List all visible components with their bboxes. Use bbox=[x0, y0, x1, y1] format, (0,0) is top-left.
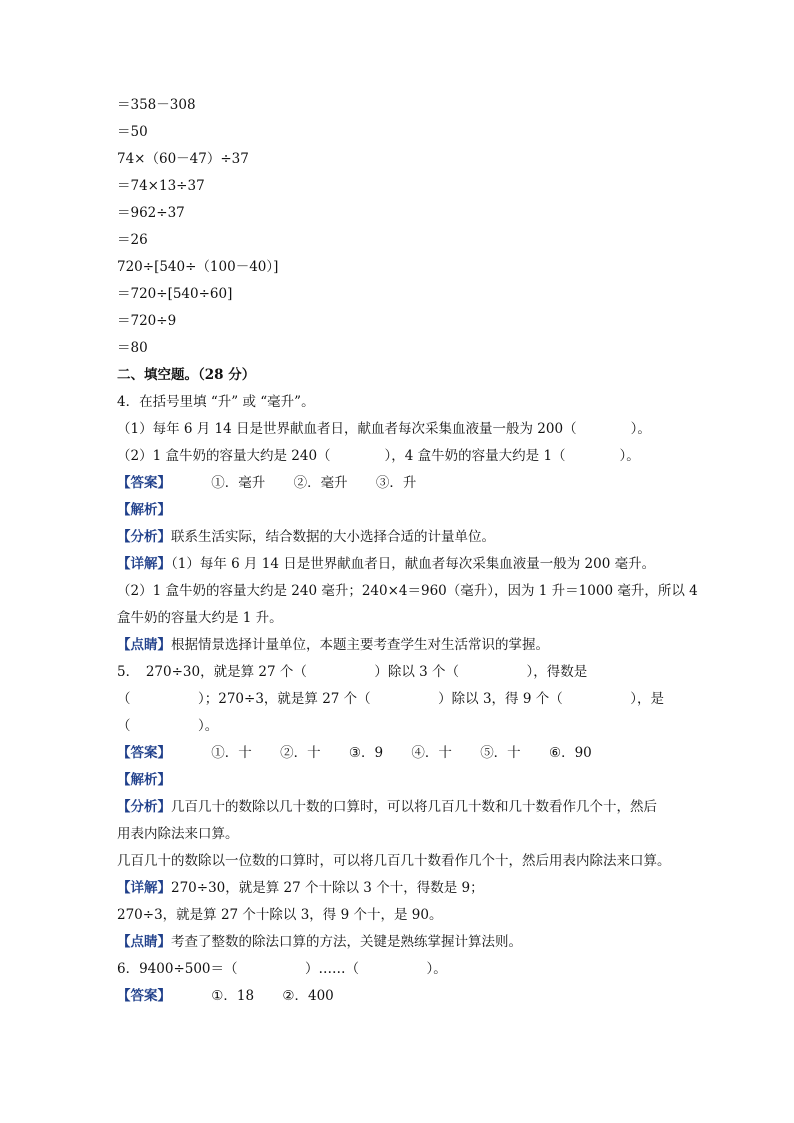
fenxi-tag: 【分析】 bbox=[117, 799, 171, 815]
q4-line1: （1）每年 6 月 14 日是世界献血者日，献血者每次采集血液量一般为 200（ ）。 bbox=[117, 421, 651, 437]
q5-analysis-line: 用表内除法来口算。 bbox=[117, 826, 239, 842]
comment-tag: 【点睛】 bbox=[117, 934, 171, 950]
answer-item: ②．400 bbox=[282, 988, 334, 1004]
q5-analysis-line: 几百几十的数除以一位数的口算时，可以将几百几十数看作几个十，然后用表内除法来口算。 bbox=[117, 853, 671, 869]
calc-line: ＝720÷[540÷60] bbox=[117, 286, 233, 302]
calc-line: 74×（60－47）÷37 bbox=[117, 151, 249, 167]
q4-detail-line: 盒牛奶的容量大约是 1 升。 bbox=[117, 610, 283, 626]
fenxi-text: 几百几十的数除以几十数的口算时，可以将几百几十数和几十数看作几个十，然后 bbox=[171, 799, 657, 815]
q5-answer-row bbox=[117, 740, 677, 767]
analysis-tag: 【解析】 bbox=[117, 502, 171, 518]
answer-item: ⑥．90 bbox=[548, 745, 592, 761]
calc-line: 720÷[540÷（100－40）] bbox=[117, 259, 279, 275]
comment-text: 考查了整数的除法口算的方法，关键是熟练掌握计算法则。 bbox=[171, 934, 522, 950]
q4-detail-line: （2）1 盒牛奶的容量大约是 240 毫升；240×4＝960（毫升），因为 1 升＝1000 毫升，所以 4 bbox=[117, 583, 698, 599]
q5-detail-row bbox=[117, 875, 677, 902]
q4-answer-row bbox=[117, 470, 677, 497]
calc-line: ＝962÷37 bbox=[117, 205, 185, 221]
answer-item: ①．十 bbox=[211, 745, 252, 761]
q6-answer-row bbox=[117, 983, 677, 1010]
page-content bbox=[117, 92, 698, 1010]
detail-text: （1）每年 6 月 14 日是世界献血者日，献血者每次采集血液量一般为 200 毫升。 bbox=[171, 556, 656, 572]
calc-line: ＝50 bbox=[117, 124, 148, 140]
calc-line: ＝74×13÷37 bbox=[117, 178, 205, 194]
fenxi-tag: 【分析】 bbox=[117, 529, 171, 545]
comment-text: 根据情景选择计量单位，本题主要考查学生对生活常识的掌握。 bbox=[171, 637, 549, 653]
q4-analysis-row bbox=[117, 524, 677, 551]
q4-detail-row bbox=[117, 551, 677, 578]
answer-tag: 【答案】 bbox=[117, 475, 171, 491]
q5-analysis-row bbox=[117, 794, 677, 821]
detail-tag: 【详解】 bbox=[117, 880, 171, 896]
answer-tag: 【答案】 bbox=[117, 988, 171, 1004]
q4-stem: 4．在括号里填 “升” 或 “毫升”。 bbox=[117, 394, 315, 410]
q5-stem: 5． 270÷30，就是算 27 个（ ）除以 3 个（ ），得数是 bbox=[117, 664, 588, 680]
answer-item: ①．18 bbox=[211, 988, 255, 1004]
q6-stem: 6．9400÷500＝（ ）……（ ）。 bbox=[117, 961, 447, 977]
answer-item: ②．毫升 bbox=[293, 475, 348, 491]
answer-item: ③．升 bbox=[375, 475, 417, 491]
detail-tag: 【详解】 bbox=[117, 556, 171, 572]
answer-item: ②．十 bbox=[280, 745, 321, 761]
q5-stem: （ ）；270÷3，就是算 27 个（ ）除以 3，得 9 个（ ），是 bbox=[117, 691, 664, 707]
q5-detail-line: 270÷3，就是算 27 个十除以 3，得 9 个十，是 90。 bbox=[117, 907, 443, 923]
q5-comment-row bbox=[117, 929, 677, 956]
q4-comment-row bbox=[117, 632, 677, 659]
fenxi-text: 联系生活实际，结合数据的大小选择合适的计量单位。 bbox=[171, 529, 495, 545]
answer-tag: 【答案】 bbox=[117, 745, 171, 761]
answer-item: ①．毫升 bbox=[211, 475, 266, 491]
calc-line: ＝358－308 bbox=[117, 97, 196, 113]
comment-tag: 【点睛】 bbox=[117, 637, 171, 653]
answer-item: ⑤．十 bbox=[480, 745, 521, 761]
answer-item: ④．十 bbox=[411, 745, 452, 761]
detail-text: 270÷30，就是算 27 个十除以 3 个十，得数是 9； bbox=[171, 880, 484, 896]
calc-line: ＝26 bbox=[117, 232, 148, 248]
answer-item: ③．9 bbox=[348, 745, 384, 761]
section-title: 二、填空题。（28 分） bbox=[117, 367, 256, 383]
calc-line: ＝80 bbox=[117, 340, 148, 356]
analysis-tag: 【解析】 bbox=[117, 772, 171, 788]
q5-stem: （ ）。 bbox=[117, 718, 219, 734]
calc-line: ＝720÷9 bbox=[117, 313, 177, 329]
q4-line2: （2）1 盒牛奶的容量大约是 240（ ），4 盒牛奶的容量大约是 1（ ）。 bbox=[117, 448, 640, 464]
